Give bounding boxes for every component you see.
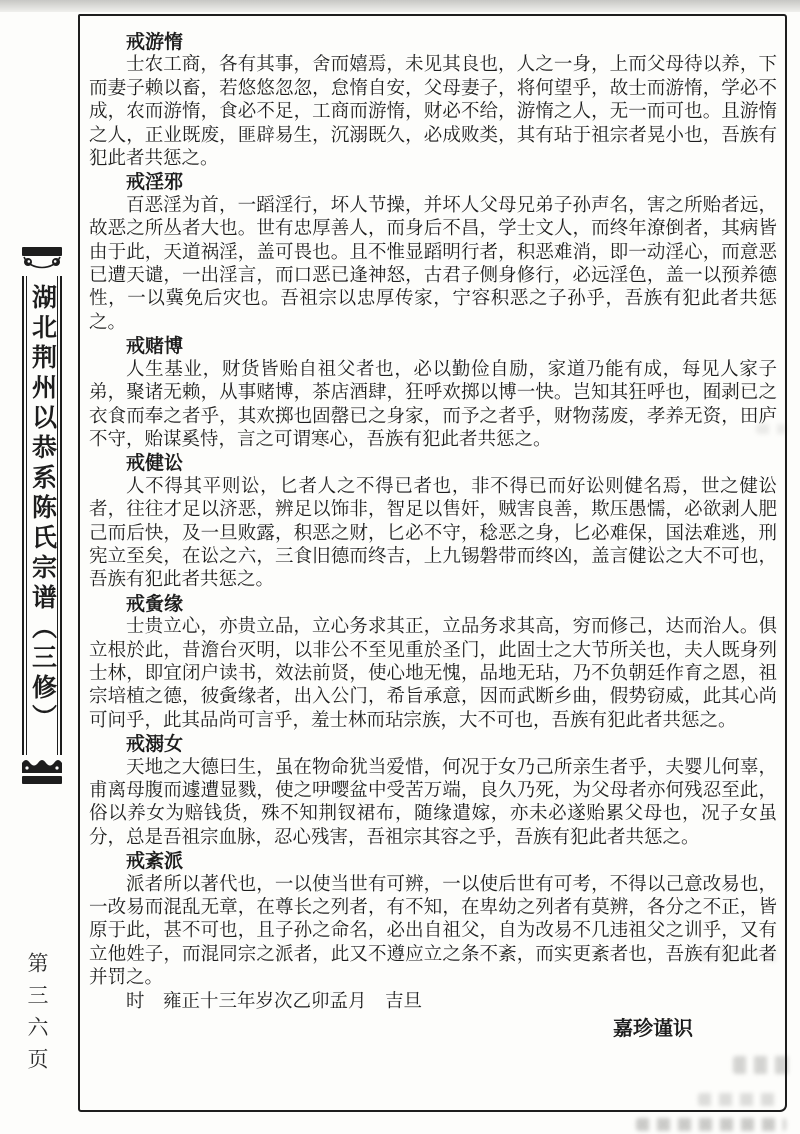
section-body: 派者所以著代也，一以使当世有可辨，一以使后世有可考，不得以己意改易也，一改易而混乱无章，在尊长之列者，有不知，在卑幼之列者有莫辨，各分之不正，皆原于此，甚不可也，且子孙之命名，必出自祖父，自为改易不几违祖父之训乎，又有立他姓子，而混同宗之派者，此又不遵应立之条不紊，而实更紊者也，吾族有犯此者并罚之。 (89, 874, 777, 989)
section-jie-youduo (89, 31, 777, 171)
date-line: 时 雍正十三年岁次乙卯孟月 吉旦 (126, 991, 423, 1012)
section-jie-yinxie (89, 171, 777, 335)
section-jie-ninv (89, 733, 777, 850)
banner-body (22, 276, 62, 755)
section-body: 人不得其平则讼，匕者人之不得已者也，非不得已而好讼则健名焉，世之健讼者，往往才足以济恶，辨足以饰非，智足以售奸，贼害良善，欺压愚懦，必欲剥人肥己而后快，及一旦败露，积恶之财，匕必不守，稔恶之身，匕必难保，国法难逃，刑宪立至矣，在讼之六，三食旧德而终吉，上九锡磐带而终凶，盖言健讼之大不可也，吾族有犯此者共惩之。 (89, 476, 777, 591)
section-jie-wenpai (89, 850, 777, 990)
section-title: 戒游惰 (126, 32, 184, 53)
author-signature: 嘉珍谨识 (613, 1018, 693, 1041)
section-title: 戒淫邪 (126, 172, 184, 194)
banner-bottom-bar (22, 776, 62, 784)
section-body: 士贵立心，亦贵立品，立心务求其正，立品务求其高，穷而修己，达而治人。俱立根於此，昔澹台灭明，以非公不至见重於圣门，此固士之大节所关也，夫人既身列士林，即宜闭户读书，效法前贤，使心地无愧，品地无玷，乃不负朝廷作育之恩，祖宗培植之德，彼夤缘者，出入公门，希旨承意，因而武断乡曲，假势窃威，此其心尚可问乎，此其品尚可言乎，羞士林而玷宗族，大不可也，吾族有犯此者共惩之。 (89, 617, 777, 731)
section-title: 戒夤缘 (126, 593, 184, 615)
section-jie-yinyuan (89, 593, 777, 733)
section-jie-dubo (89, 335, 777, 452)
banner-bottom-ornament (22, 755, 62, 773)
bleedthrough-artifact (636, 1118, 786, 1131)
banner-top-bar (22, 247, 62, 256)
section-body: 人生基业，财货皆贻自祖父者也，必以勤俭自励，家道乃能有成，每见人家子弟，聚诸无赖，从事赌博，茶店酒肆，狂呼欢掷以博一快。岂知其狂呼也，囿剥已之衣食而奉之者乎，其欢掷也固罄已之身家，而予之者乎，财物荡废，孝养无资，田庐不守，贻谋奚恃，言之可谓寒心，吾族有犯此者共惩之。 (89, 359, 777, 450)
section-title: 戒赌博 (126, 336, 184, 358)
banner-top-ornament (22, 256, 62, 276)
section-jie-jiansong (89, 452, 777, 592)
section-body: 士农工商，各有其事，舍而嬉焉，未见其良也，人之一身，上而父母待以养，下而妻子赖以畜，若悠悠忽忽，怠惰自安，父母妻子，将何望乎，故士而游惰，学必不成，农而游惰，食必不足，工商而游惰，财必不给，游惰之人，无一而可也。且游惰之人，正业既废，匪辟易生，沉溺既久，必成败类，其有玷于祖宗者晃小也，吾族有犯此者共惩之。 (89, 55, 777, 170)
page-number: 第三六页 (25, 952, 49, 1080)
section-body: 天地之大德曰生，虽在物命犹当爱惜，何况于女乃己所亲生者乎，夫婴儿何辜，甫离母腹而遽遭显戮，使之吚嘤盆中受苦万端，良久乃死，为父母者亦何残忍至此，俗以养女为赔钱货，殊不知荆钗裙布，随缘遣嫁，亦未必遂贻累父母也，况子女虽分，总是吾祖宗血脉，忍心残害，吾祖宗其容之乎，吾族有犯此者共惩之。 (89, 757, 777, 848)
genealogy-title-banner (22, 247, 62, 784)
section-title: 戒健讼 (126, 453, 184, 475)
scan-edge-top (0, 0, 800, 12)
section-title: 戒紊派 (126, 851, 184, 873)
genealogy-title-vertical-text: 湖北荆州以恭系陈氏宗谱（三修） (28, 284, 56, 734)
content-frame (78, 14, 787, 1112)
section-body: 百恶淫为首，一蹈淫行，坏人节操，并坏人父母兄弟子孙声名，害之所贻者远，故恶之所丛者大也。世有忠厚善人，而身后不昌，学士文人，而终年潦倒者，其病皆由于此，天道祸淫，盖可畏也。且不惟显蹈明行者，积恶难消，即一动淫心，而意恶已遭天谴，一出淫言，而口恶已逢神怒，古君子侧身修行，必远淫色，盖一以预养德性，一以冀免后灾也。吾祖宗以忠厚传家，宁容积恶之子孙乎，吾族有犯此者共惩之。 (89, 195, 777, 333)
section-title: 戒溺女 (126, 734, 184, 756)
